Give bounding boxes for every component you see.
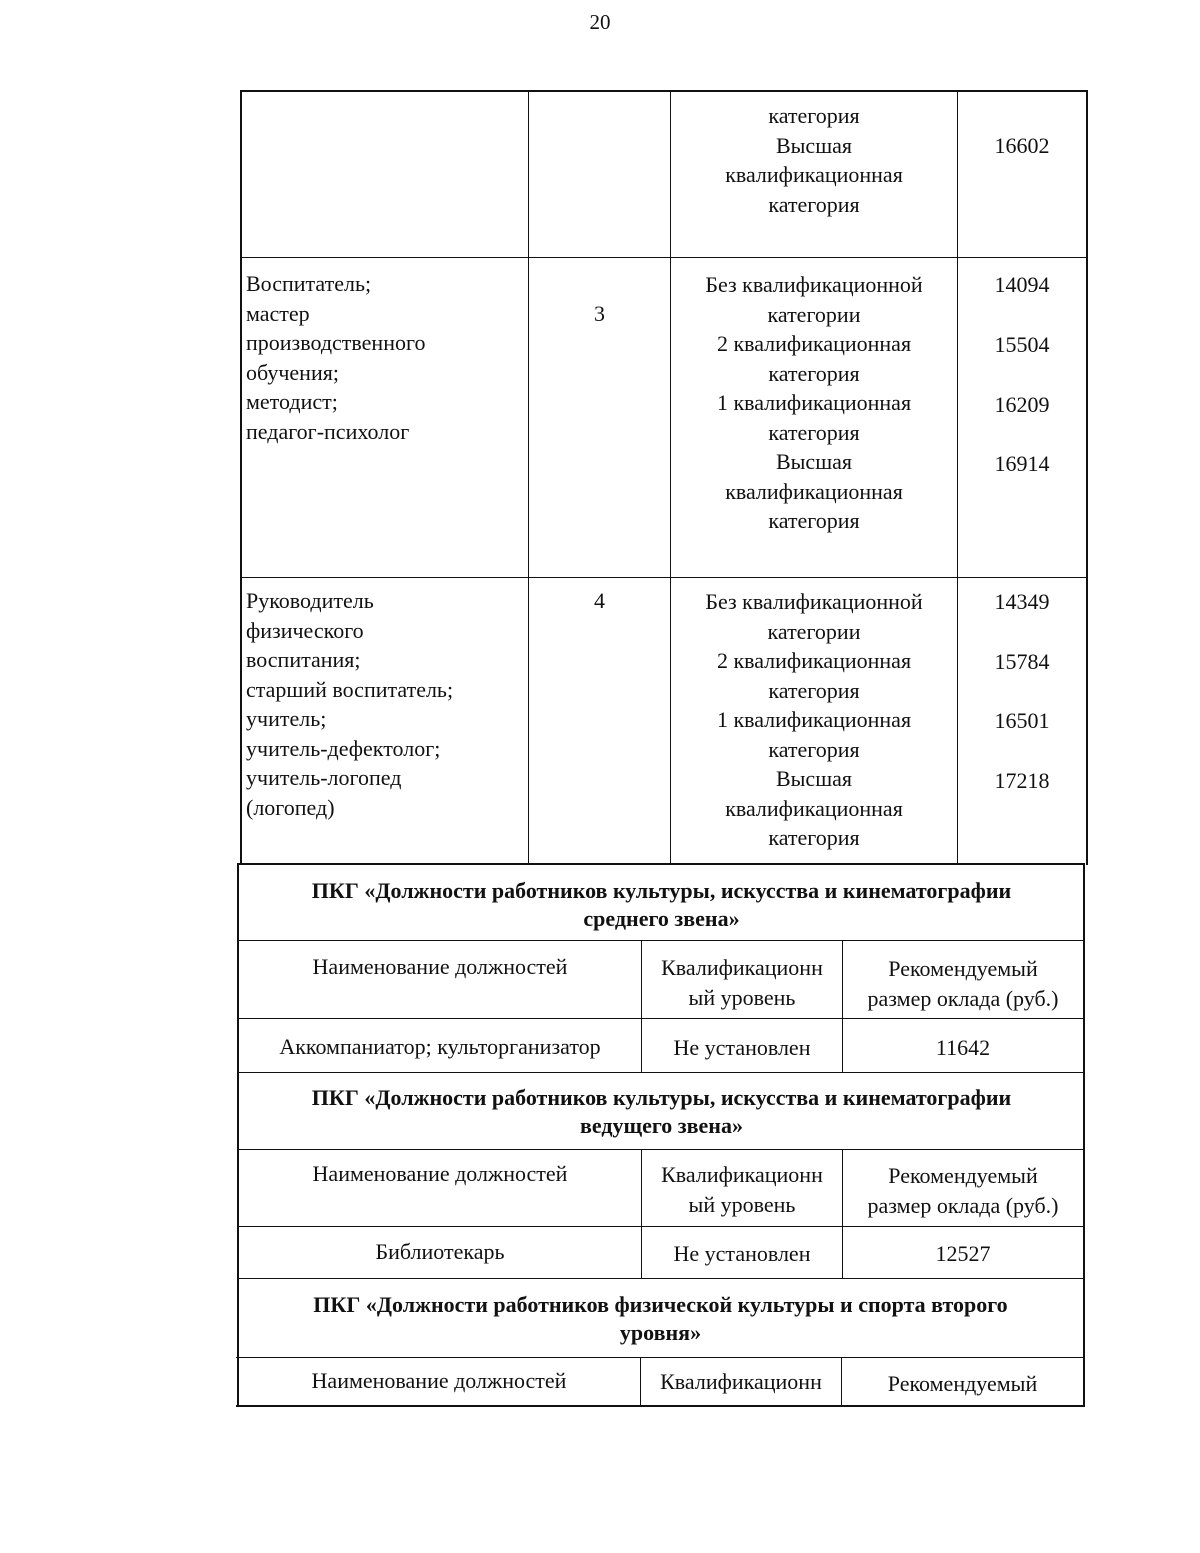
category-line: квалификационная bbox=[725, 478, 903, 504]
category-line: категория bbox=[768, 736, 860, 762]
column-header-name: Наименование должностей bbox=[312, 1161, 568, 1186]
column-header-level: Квалификационн bbox=[660, 1369, 822, 1394]
category-line: Без квалификационной bbox=[705, 272, 923, 297]
column-header-name: Наименование должностей bbox=[311, 1368, 567, 1393]
position-list-level-3 bbox=[246, 269, 526, 446]
category-line: категории bbox=[767, 301, 861, 327]
position-line: Руководитель bbox=[246, 588, 374, 613]
column-header-salary: Рекомендуемый размер оклада (руб.) bbox=[867, 956, 1059, 1011]
salary-value: 11642 bbox=[935, 1035, 991, 1060]
category-line: Высшая bbox=[775, 449, 853, 474]
qualification-level: 4 bbox=[594, 588, 605, 613]
category-line: категории bbox=[767, 618, 861, 644]
category-line: 2 квалификационная bbox=[716, 648, 912, 673]
category-list-level-3 bbox=[671, 270, 957, 536]
position-line: производственного bbox=[246, 330, 426, 355]
position-line: (логопед) bbox=[246, 794, 335, 820]
position-name: Библиотекарь bbox=[375, 1239, 505, 1264]
category-line: категория bbox=[768, 103, 860, 128]
category-line: категория bbox=[768, 508, 860, 533]
salary-value: 16914 bbox=[994, 451, 1050, 476]
column-header-salary: Рекомендуемый bbox=[887, 1371, 1038, 1396]
category-line: квалификационная bbox=[725, 162, 903, 187]
column-header-salary: Рекомендуемый размер оклада (руб.) bbox=[867, 1163, 1059, 1218]
category-list-level-4 bbox=[671, 587, 957, 853]
position-line: учитель; bbox=[246, 706, 327, 731]
position-line: воспитания; bbox=[246, 647, 361, 672]
category-line: Без квалификационной bbox=[705, 589, 923, 614]
position-line: мастер bbox=[246, 300, 310, 326]
section-title: ПКГ «Должности работников физической культуры и спорта второго уровня» bbox=[313, 1292, 1008, 1345]
section-title: ПКГ «Должности работников культуры, искусства и кинематографии ведущего звена» bbox=[311, 1085, 1012, 1138]
salary-value: 12527 bbox=[935, 1241, 991, 1266]
salary-value: 17218 bbox=[994, 768, 1050, 793]
category-list-row-1 bbox=[671, 101, 957, 219]
salary-value: 16501 bbox=[994, 708, 1050, 733]
section-title: ПКГ «Должности работников культуры, искусства и кинематографии среднего звена» bbox=[311, 878, 1012, 931]
category-line: квалификационная bbox=[725, 795, 903, 821]
position-line: физического bbox=[246, 617, 364, 643]
qualification-level: 3 bbox=[594, 301, 605, 326]
position-line: учитель-дефектолог; bbox=[246, 735, 441, 761]
salary-value: 16602 bbox=[994, 133, 1050, 158]
position-line: Воспитатель; bbox=[246, 271, 372, 296]
position-line: методист; bbox=[246, 389, 338, 414]
category-line: 1 квалификационная bbox=[716, 390, 912, 415]
position-name: Аккомпаниатор; культорганизатор bbox=[279, 1034, 601, 1059]
category-line: Высшая bbox=[775, 766, 853, 791]
column-header-level: Квалификационн ый уровень bbox=[661, 1162, 823, 1217]
category-line: категория bbox=[768, 419, 860, 445]
salary-value: 16209 bbox=[994, 392, 1050, 417]
salary-value: 15784 bbox=[994, 649, 1050, 674]
category-line: категория bbox=[768, 360, 860, 386]
position-line: старший воспитатель; bbox=[246, 676, 454, 702]
position-list-level-4 bbox=[246, 586, 526, 822]
category-line: категория bbox=[768, 677, 860, 703]
page-number: 20 bbox=[589, 10, 611, 34]
salary-value: 15504 bbox=[994, 332, 1050, 357]
category-line: 1 квалификационная bbox=[716, 707, 912, 732]
salary-value: 14349 bbox=[994, 589, 1050, 614]
category-line: категория bbox=[768, 191, 860, 217]
category-line: 2 квалификационная bbox=[716, 331, 912, 356]
column-header-name: Наименование должностей bbox=[312, 954, 568, 979]
category-line: Высшая bbox=[775, 132, 853, 158]
position-line: педагог-психолог bbox=[246, 418, 410, 444]
qualification-level: Не установлен bbox=[673, 1241, 811, 1266]
position-line: обучения; bbox=[246, 359, 339, 385]
column-header-level: Квалификационн ый уровень bbox=[661, 955, 823, 1010]
position-line: учитель-логопед bbox=[246, 765, 402, 790]
salary-value: 14094 bbox=[994, 272, 1050, 297]
qualification-level: Не установлен bbox=[673, 1035, 811, 1060]
category-line: категория bbox=[768, 825, 860, 850]
